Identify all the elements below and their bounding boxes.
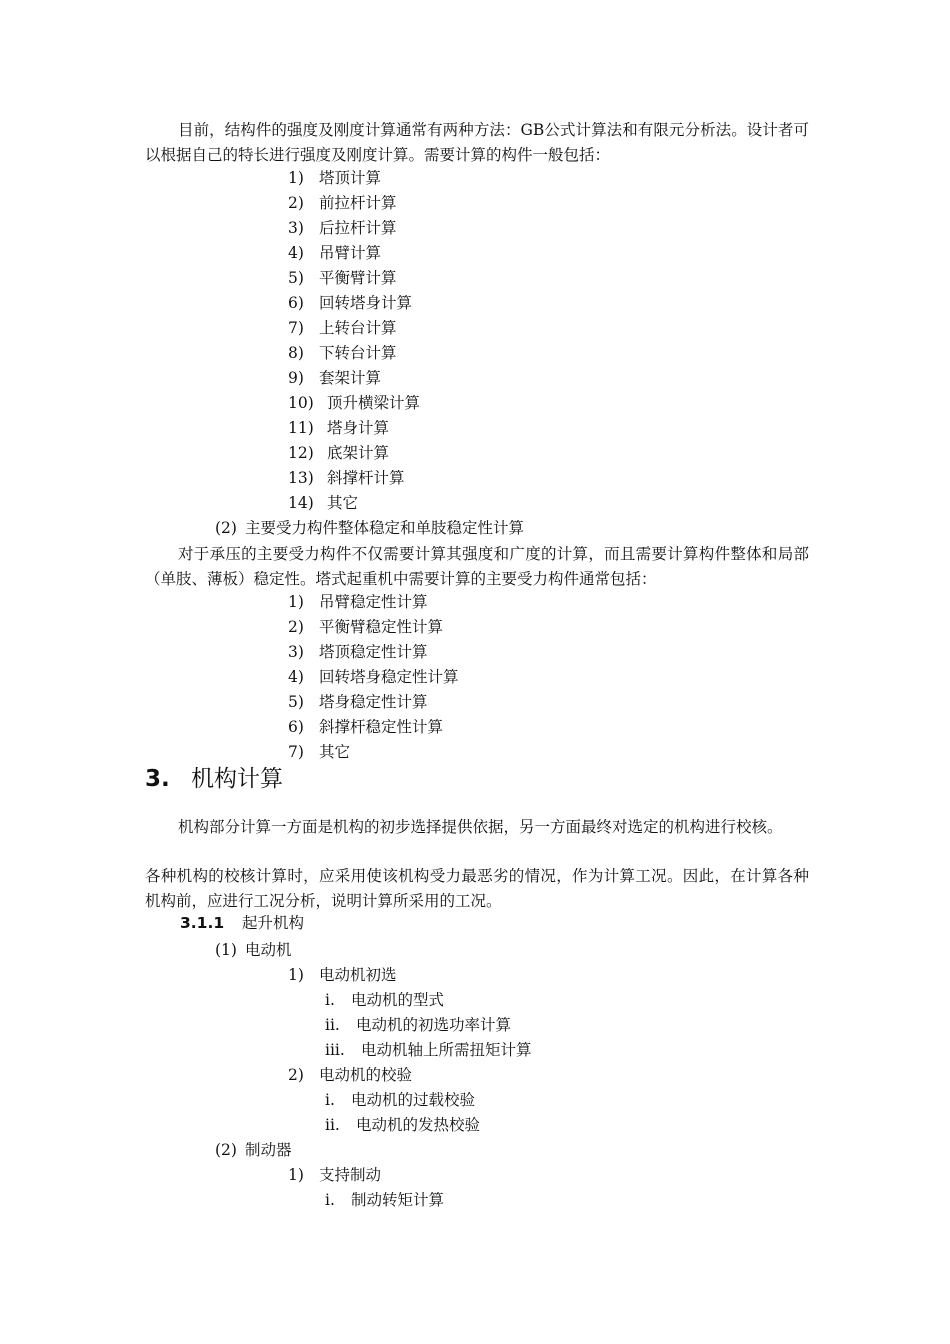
section-heading: 3. 机构计算 bbox=[145, 766, 283, 792]
list-item: iii. 电动机轴上所需扭矩计算 bbox=[325, 1041, 532, 1059]
stability-paragraph: 对于承压的主要受力构件不仅需要计算其强度和广度的计算，而且需要计算构件整体和局部（单肢、薄板）稳定性。塔式起重机中需要计算的主要受力构件通常包括： bbox=[145, 545, 809, 588]
list-item: 5) 平衡臂计算 bbox=[288, 269, 397, 287]
list-item: 3) 后拉杆计算 bbox=[288, 219, 397, 237]
list-item: 1) 吊臂稳定性计算 bbox=[288, 593, 428, 611]
list-item: 6) 斜撑杆稳定性计算 bbox=[288, 718, 444, 736]
list-item: 3) 塔顶稳定性计算 bbox=[288, 643, 428, 661]
list-item: 10) 顶升横梁计算 bbox=[288, 394, 421, 412]
list-item: 1) 塔顶计算 bbox=[288, 169, 382, 187]
list-item: 7) 其它 bbox=[288, 743, 351, 761]
list-item: 8) 下转台计算 bbox=[288, 344, 397, 362]
list-item: 7) 上转台计算 bbox=[288, 319, 397, 337]
list-item: ii. 电动机的初选功率计算 bbox=[325, 1016, 512, 1034]
subsection-stability: (2) 主要受力构件整体稳定和单肢稳定性计算 bbox=[215, 519, 525, 537]
list-item: 12) 底架计算 bbox=[288, 444, 390, 462]
list-item: i. 电动机的过载校验 bbox=[325, 1091, 476, 1109]
list-item: i. 电动机的型式 bbox=[325, 991, 445, 1009]
list-item: 4) 吊臂计算 bbox=[288, 244, 382, 262]
subsection-brake: (2) 制动器 bbox=[215, 1141, 292, 1159]
list-item: 1) 支持制动 bbox=[288, 1166, 382, 1184]
intro-paragraph: 目前，结构件的强度及刚度计算通常有两种方法：GB公式计算法和有限元分析法。设计者可以根据自己的特长进行强度及刚度计算。需要计算的构件一般包括： bbox=[145, 121, 809, 164]
list-item: 4) 回转塔身稳定性计算 bbox=[288, 668, 459, 686]
list-item: ii. 电动机的发热校验 bbox=[325, 1116, 481, 1134]
list-item: 6) 回转塔身计算 bbox=[288, 294, 413, 312]
mechanism-paragraph: 机构部分计算一方面是机构的初步选择提供依据，另一方面最终对选定的机构进行校核。 bbox=[178, 818, 783, 836]
list-item: 1) 电动机初选 bbox=[288, 966, 397, 984]
list-item: 14) 其它 bbox=[288, 494, 359, 512]
list-item: 2) 电动机的校验 bbox=[288, 1066, 413, 1084]
list-item: i. 制动转矩计算 bbox=[325, 1191, 445, 1209]
list-item: 13) 斜撑杆计算 bbox=[288, 469, 405, 487]
checking-paragraph: 各种机构的校核计算时，应采用使该机构受力最恶劣的情况，作为计算工况。因此，在计算各种机构前，应进行工况分析，说明计算所采用的工况。 bbox=[145, 867, 809, 910]
list-item: 11) 塔身计算 bbox=[288, 419, 390, 437]
list-item: 2) 平衡臂稳定性计算 bbox=[288, 618, 444, 636]
list-item: 2) 前拉杆计算 bbox=[288, 194, 397, 212]
list-item: 9) 套架计算 bbox=[288, 369, 382, 387]
list-item: 5) 塔身稳定性计算 bbox=[288, 693, 428, 711]
subsection-heading: 3.1.1 起升机构 bbox=[180, 914, 305, 932]
subsection-motor: (1) 电动机 bbox=[215, 941, 292, 959]
